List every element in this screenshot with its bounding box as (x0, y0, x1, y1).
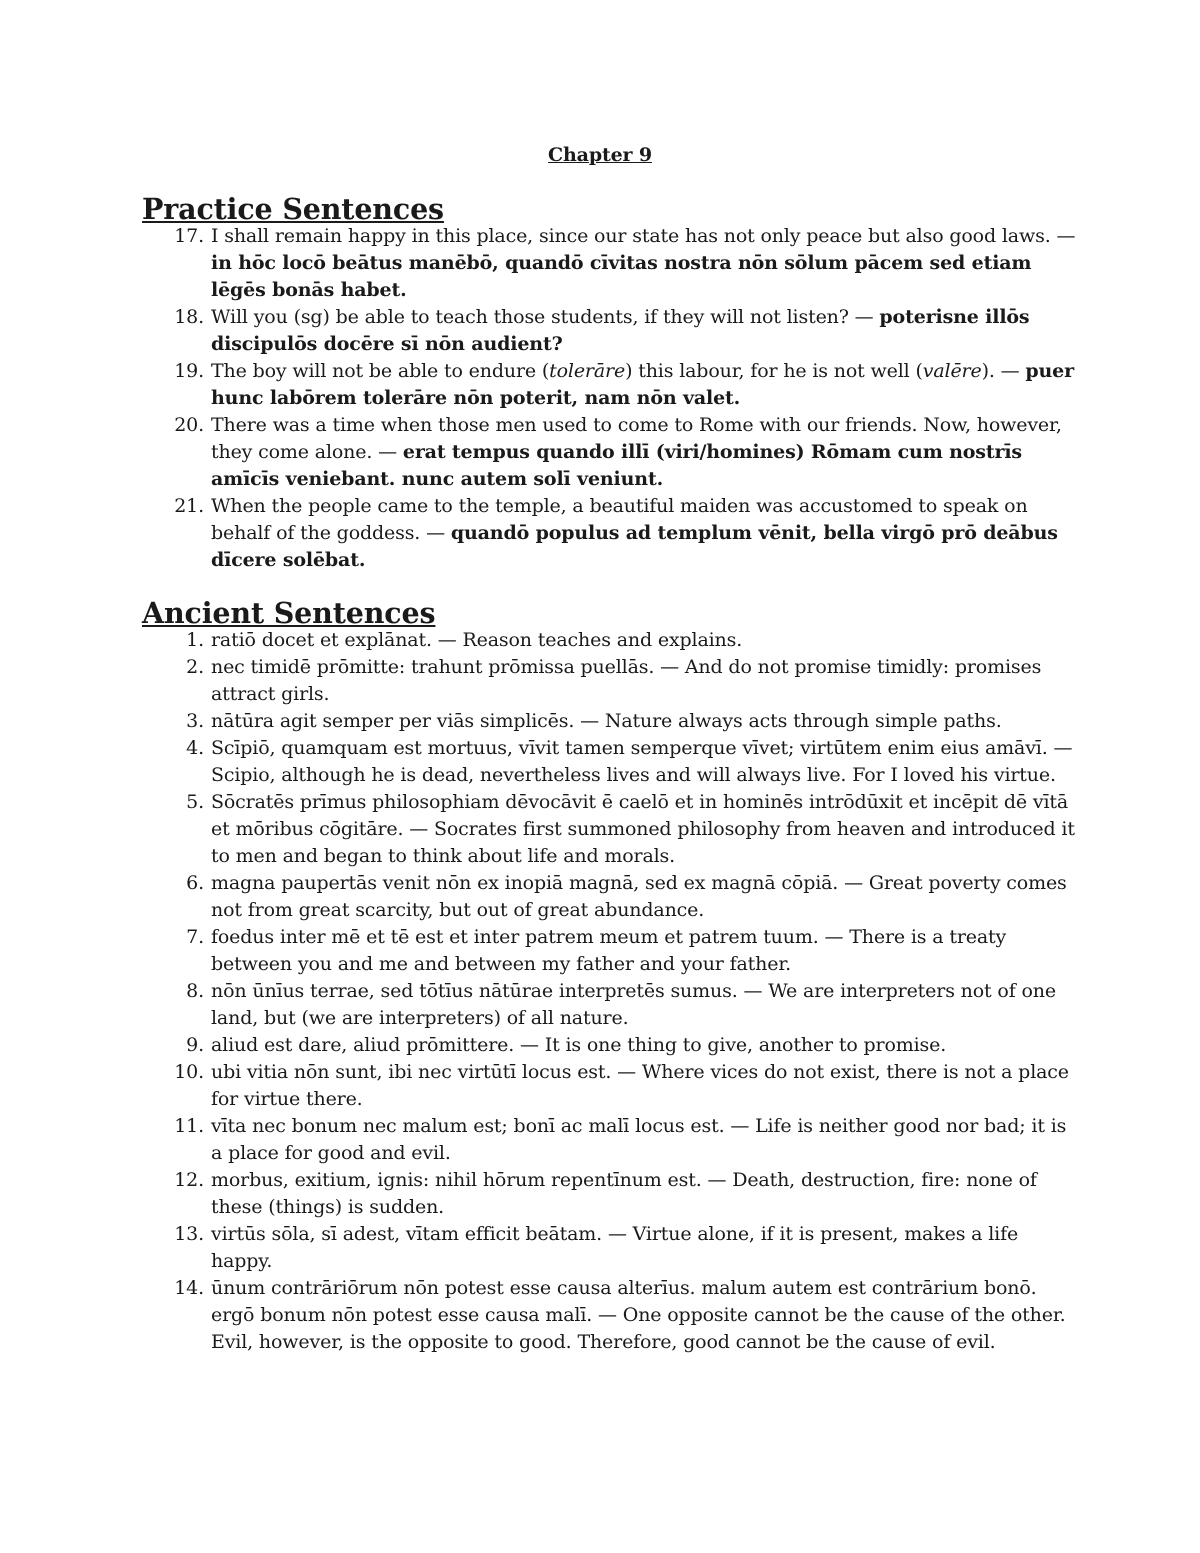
list-item (142, 412, 1077, 493)
item-text (211, 1061, 1069, 1110)
item-text (211, 926, 1006, 975)
item-text (211, 872, 1067, 921)
sentence-text: The boy will not be able to endure ( (211, 360, 550, 382)
ancient-sentences-list (142, 627, 1077, 1356)
item-number: 17. (174, 225, 204, 247)
list-item (142, 1167, 1077, 1221)
item-number: 2. (186, 656, 204, 678)
list-item (142, 789, 1077, 870)
list-item (142, 358, 1077, 412)
item-text (211, 737, 1072, 786)
ancient-sentences-section (142, 596, 1077, 1356)
item-number: 5. (186, 791, 204, 813)
latin-answer: quandō populus ad templum vēnit, bella virgō prō deābus dīcere solēbat. (211, 522, 1058, 571)
item-number: 20. (174, 414, 204, 436)
latin-answer: puer hunc labōrem tolerāre nōn poterit, nam nōn valet. (211, 360, 1074, 409)
list-item (142, 627, 1077, 654)
list-item (142, 1113, 1077, 1167)
sentence-text: ) this labour, for he is not well ( (625, 360, 923, 382)
sentence-text: ubi vitia nōn sunt, ibi nec virtūtī locus est. — Where vices do not exist, there is not a place for virtue there. (211, 1061, 1069, 1110)
item-number: 18. (174, 306, 204, 328)
list-item (142, 654, 1077, 708)
list-item (142, 1275, 1077, 1356)
item-text (211, 360, 1074, 409)
sentence-text: nātūra agit semper per viās simplicēs. — Nature always acts through simple paths. (211, 710, 1002, 732)
sentence-text: When the people came to the temple, a beautiful maiden was accustomed to speak on behalf of the goddess. — (211, 495, 1028, 544)
list-item (142, 735, 1077, 789)
item-text (211, 710, 1002, 732)
practice-sentences-section (142, 192, 1077, 574)
sentence-text: ratiō docet et explānat. — Reason teaches and explains. (211, 629, 743, 651)
sentence-text: I shall remain happy in this place, since our state has not only peace but also good laws. — (211, 225, 1076, 247)
sentence-text: Sōcratēs prīmus philosophiam dēvocāvit ē caelō et in hominēs intrōdūxit et incēpit dē vītā et mōribus cōgitāre. — Socrates first summoned philosophy from heaven and introduced it to men and began to think about life and morals. (211, 791, 1075, 867)
item-number: 1. (186, 629, 204, 651)
latin-answer: poterisne illōs discipulōs docēre sī nōn audient? (211, 306, 1030, 355)
sentence-text: foedus inter mē et tē est et inter patrem meum et patrem tuum. — There is a treaty between you and me and between my father and your father. (211, 926, 1007, 975)
item-number: 3. (186, 710, 204, 732)
item-number: 21. (174, 495, 204, 517)
practice-sentences-heading: Practice Sentences (142, 192, 444, 226)
item-number: 9. (186, 1034, 204, 1056)
item-number: 6. (186, 872, 204, 894)
item-text (211, 1277, 1066, 1353)
item-text (211, 791, 1075, 867)
item-number: 19. (174, 360, 204, 382)
item-text (211, 1115, 1066, 1164)
sentence-text: aliud est dare, aliud prōmittere. — It is one thing to give, another to promise. (211, 1034, 947, 1056)
list-item (142, 223, 1077, 304)
item-text (211, 225, 1075, 301)
list-item (142, 1221, 1077, 1275)
page-title: Chapter 9 (548, 144, 652, 166)
list-item (142, 708, 1077, 735)
latin-answer: erat tempus quando illī (viri/homines) Rōmam cum nostrīs amīcīs veniebant. nunc autem solī veniunt. (211, 441, 1022, 490)
item-text (211, 1169, 1037, 1218)
item-number: 13. (174, 1223, 204, 1245)
item-number: 4. (186, 737, 204, 759)
latin-answer: in hōc locō beātus manēbō, quandō cīvitas nostra nōn sōlum pācem sed etiam lēgēs bonās habet. (211, 252, 1032, 301)
list-item (142, 924, 1077, 978)
list-item (142, 304, 1077, 358)
item-number: 8. (186, 980, 204, 1002)
sentence-text: vīta nec bonum nec malum est; bonī ac malī locus est. — Life is neither good nor bad; it is a place for good and evil. (211, 1115, 1067, 1164)
list-item (142, 870, 1077, 924)
list-item (142, 493, 1077, 574)
item-text (211, 495, 1058, 571)
item-text (211, 414, 1062, 490)
sentence-text: nec timidē prōmitte: trahunt prōmissa puellās. — And do not promise timidly: promises attract girls. (211, 656, 1042, 705)
item-text (211, 980, 1056, 1029)
list-item (142, 1059, 1077, 1113)
list-item (142, 978, 1077, 1032)
sentence-text: Will you (sg) be able to teach those students, if they will not listen? — (211, 306, 880, 328)
practice-sentences-list (142, 223, 1077, 574)
sentence-text: nōn ūnīus terrae, sed tōtīus nātūrae interpretēs sumus. — We are interpreters not of one land, but (we are interpreters) of all nature. (211, 980, 1056, 1029)
item-text (211, 629, 742, 651)
ancient-sentences-heading: Ancient Sentences (142, 596, 436, 630)
item-number: 14. (174, 1277, 204, 1299)
list-item (142, 1032, 1077, 1059)
item-text (211, 306, 1029, 355)
item-number: 11. (174, 1115, 204, 1137)
sentence-text: virtūs sōla, sī adest, vītam efficit beātam. — Virtue alone, if it is present, makes a life happy. (211, 1223, 1019, 1272)
italic-term: tolerāre (549, 360, 626, 382)
item-text (211, 656, 1041, 705)
sentence-text: magna paupertās venit nōn ex inopiā magnā, sed ex magnā cōpiā. — Great poverty comes not from great scarcity, but out of great abundance. (211, 872, 1067, 921)
sentence-text: Scīpiō, quamquam est mortuus, vīvit tamen semperque vīvet; virtūtem enim eius amāvī. — Scipio, although he is dead, nevertheless lives and will always live. For I loved his virtue. (211, 737, 1073, 786)
item-text (211, 1034, 946, 1056)
sentence-text: There was a time when those men used to come to Rome with our friends. Now, however, they come alone. — (211, 414, 1062, 463)
item-number: 10. (174, 1061, 204, 1083)
italic-term: valēre (922, 360, 982, 382)
sentence-text: ). — (981, 360, 1026, 382)
item-text (211, 1223, 1018, 1272)
item-number: 12. (174, 1169, 204, 1191)
item-number: 7. (186, 926, 204, 948)
sentence-text: ūnum contrāriōrum nōn potest esse causa alterīus. malum autem est contrārium bonō. ergō bonum nōn potest esse causa malī. — One opposite cannot be the cause of the other. Evil, however, is the opposite to good. Therefore, good cannot be the cause of evil. (211, 1277, 1066, 1353)
sentence-text: morbus, exitium, ignis: nihil hōrum repentīnum est. — Death, destruction, fire: none of these (things) is sudden. (211, 1169, 1037, 1218)
